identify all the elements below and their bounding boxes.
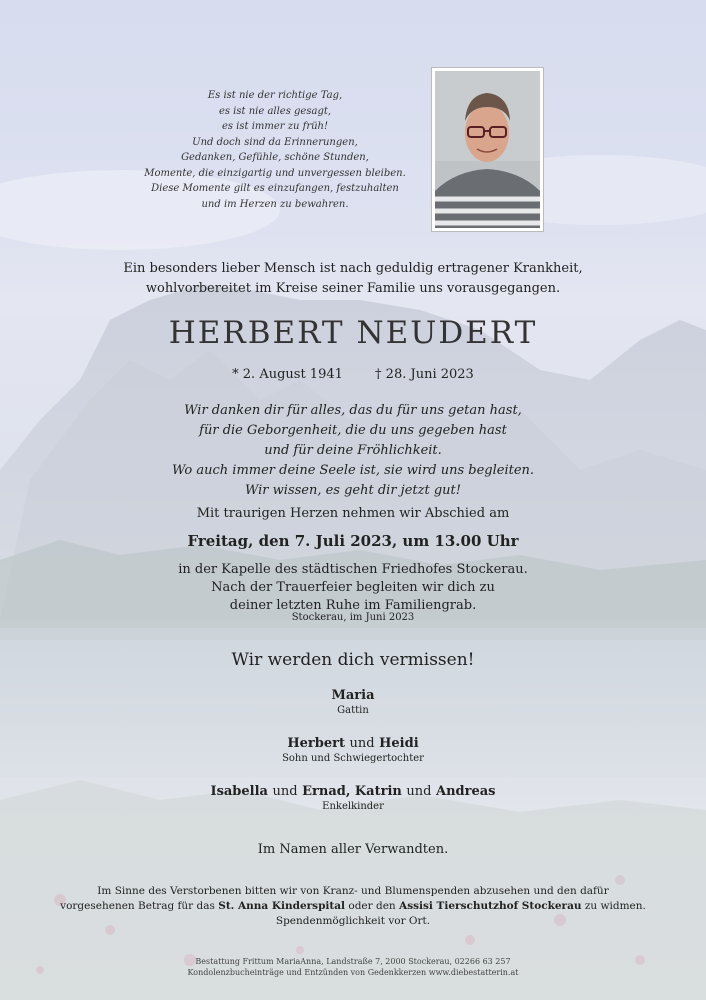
family-group-grandchildren (0, 784, 706, 812)
portrait-photo (431, 67, 544, 232)
birth-date: * 2. August 1941 (232, 367, 343, 382)
family-names (0, 736, 706, 751)
quote-line: Wir wissen, es geht dir jetzt gut! (245, 483, 461, 498)
family-member-name: Andreas (436, 784, 496, 799)
portrait-image (435, 71, 540, 228)
farewell-announcement: Mit traurigen Herzen nehmen wir Abschied am (196, 506, 510, 521)
poem-line: Es ist nie der richtige Tag, (207, 90, 343, 101)
family-member-name: Herbert (287, 736, 345, 751)
funeral-home-footer (0, 956, 706, 978)
place-line: Nach der Trauerfeier begleiten wir dich zu (211, 580, 495, 595)
poem-line: es ist immer zu früh! (221, 121, 329, 132)
poem-line: Und doch sind da Erinnerungen, (192, 136, 358, 148)
poem-line: es ist nie alles gesagt, (218, 105, 332, 117)
donation-note (0, 884, 706, 929)
charity-name: St. Anna Kinderspital (218, 900, 346, 912)
poem-line: Diese Momente gilt es einzufangen, festzuhalten (151, 183, 399, 194)
poem-line: und im Herzen zu bewahren. (201, 198, 349, 210)
family-role: Gattin (337, 705, 369, 716)
family-names (0, 784, 706, 799)
family-names (0, 688, 706, 703)
charity-name: Assisi Tierschutzhof Stockerau (399, 900, 582, 912)
family-member-name: Isabella (210, 784, 268, 799)
life-dates (0, 367, 706, 382)
donation-line: Spendenmöglichkeit vor Ort. (275, 915, 431, 927)
donation-text: zu widmen. (581, 900, 646, 912)
family-member-name: Maria (331, 688, 375, 703)
quote-line: und für deine Fröhlichkeit. (264, 443, 442, 458)
miss-you-heading: Wir werden dich vermissen! (231, 650, 475, 670)
family-member-name: Ernad, Katrin (302, 784, 402, 799)
intro-line: Ein besonders lieber Mensch ist nach geduldig ertragener Krankheit, (123, 261, 583, 276)
farewell-quote (0, 401, 706, 501)
deceased-name: HERBERT NEUDERT (168, 315, 538, 351)
family-group-children (0, 736, 706, 764)
all-relatives: Im Namen aller Verwandten. (257, 842, 449, 857)
death-date: † 28. Juni 2023 (375, 367, 474, 382)
donation-text: oder den (345, 900, 400, 912)
intro-line: wohlvorbereitet im Kreise seiner Familie uns vorausgegangen. (145, 281, 561, 296)
funeral-date: Freitag, den 7. Juli 2023, um 13.00 Uhr (187, 532, 519, 550)
poem-line: Gedanken, Gefühle, schöne Stunden, (181, 152, 369, 163)
donation-line: Im Sinne des Verstorbenen bitten wir von Kranz- und Blumenspenden abzusehen und den dafür (97, 885, 609, 897)
family-member-name: Heidi (379, 736, 419, 751)
donation-text: vorgesehenen Betrag für das (60, 900, 219, 912)
quote-line: für die Geborgenheit, die du uns gegeben hast (199, 423, 507, 438)
donation-line (0, 899, 706, 914)
place-and-date: Stockerau, im Juni 2023 (291, 612, 415, 623)
family-role: Sohn und Schwiegertochter (282, 753, 424, 764)
place-line: deiner letzten Ruhe im Familiengrab. (229, 598, 477, 613)
funeral-place (0, 561, 706, 615)
conjunction: und (406, 784, 432, 799)
quote-line: Wir danken dir für alles, das du für uns getan hast, (184, 403, 522, 418)
conjunction: und (272, 784, 298, 799)
poem (130, 88, 420, 212)
footer-line: Kondolenzbucheinträge und Entzünden von Gedenkkerzen www.diebestatterin.at (187, 968, 519, 977)
family-group-spouse (0, 688, 706, 716)
footer-line: Bestattung Frittum MariaAnna, Landstraße 7, 2000 Stockerau, 02266 63 257 (195, 957, 511, 966)
family-role: Enkelkinder (322, 801, 384, 812)
intro-text (0, 259, 706, 299)
poem-line: Momente, die einzigartig und unvergessen bleiben. (144, 167, 406, 179)
quote-line: Wo auch immer deine Seele ist, sie wird uns begleiten. (171, 463, 535, 478)
conjunction: und (349, 736, 375, 751)
place-line: in der Kapelle des städtischen Friedhofes Stockerau. (178, 562, 528, 577)
